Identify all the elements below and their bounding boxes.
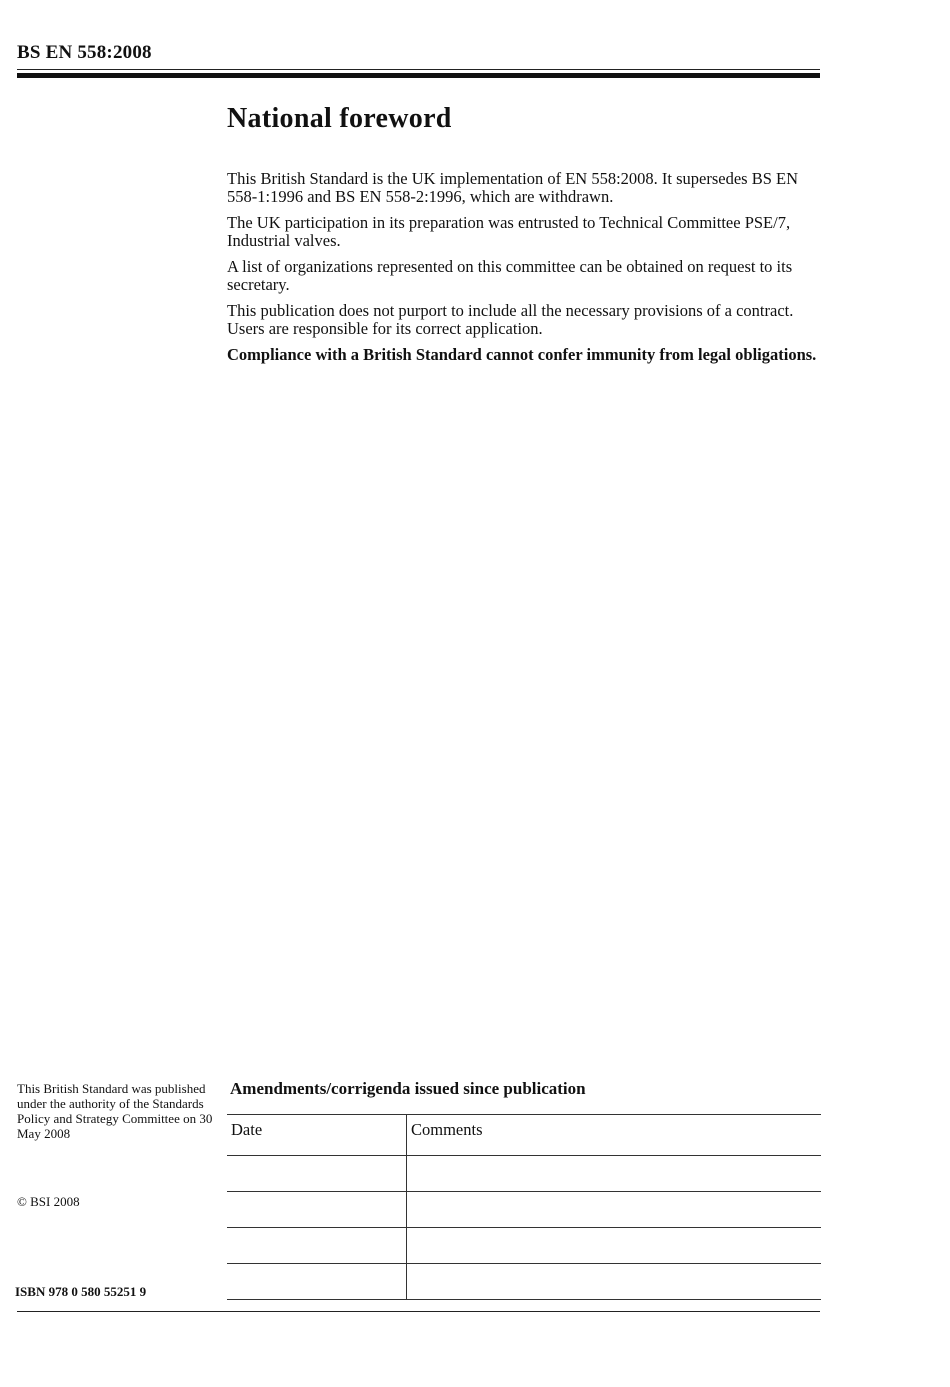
comments-cell bbox=[407, 1156, 822, 1192]
table-header-row bbox=[227, 1115, 821, 1156]
paragraph-compliance: Compliance with a British Standard cannot confer immunity from legal obligations. bbox=[227, 345, 817, 364]
copyright-notice: © BSI 2008 bbox=[17, 1194, 80, 1209]
footer-rule bbox=[17, 1311, 820, 1312]
column-header-date: Date bbox=[227, 1115, 407, 1156]
paragraph-committee: The UK participation in its preparation was entrusted to Technical Committee PSE/7, Industrial valves. bbox=[227, 213, 791, 250]
date-cell bbox=[227, 1264, 407, 1300]
table-row bbox=[227, 1156, 821, 1192]
amendments-heading: Amendments/corrigenda issued since publication bbox=[230, 1079, 586, 1098]
date-cell bbox=[227, 1192, 407, 1228]
header-rule-thin bbox=[17, 69, 820, 70]
column-header-comments: Comments bbox=[407, 1115, 822, 1156]
date-cell bbox=[227, 1156, 407, 1192]
date-cell bbox=[227, 1228, 407, 1264]
table-row bbox=[227, 1264, 821, 1300]
header-rule-thick bbox=[17, 73, 820, 78]
table-row bbox=[227, 1228, 821, 1264]
paragraph-provisions: This publication does not purport to include all the necessary provisions of a contract. Users are responsible for its correct application. bbox=[227, 301, 794, 338]
isbn-number: ISBN 978 0 580 55251 9 bbox=[15, 1284, 147, 1299]
comments-cell bbox=[407, 1228, 822, 1264]
paragraph-implementation: This British Standard is the UK implementation of EN 558:2008. It supersedes BS EN 558-1:1996 and BS EN 558-2:1996, which are withdrawn. bbox=[227, 169, 799, 206]
amendments-table bbox=[227, 1114, 821, 1300]
comments-cell bbox=[407, 1264, 822, 1300]
comments-cell bbox=[407, 1192, 822, 1228]
table-row bbox=[227, 1192, 821, 1228]
document-code: BS EN 558:2008 bbox=[17, 42, 152, 63]
publication-note: This British Standard was published under the authority of the Standards Policy and Strategy Committee on 30 May 2008 bbox=[17, 1081, 213, 1141]
page-title: National foreword bbox=[227, 103, 452, 134]
foreword-body bbox=[227, 170, 823, 372]
paragraph-organizations: A list of organizations represented on this committee can be obtained on request to its secretary. bbox=[227, 257, 793, 294]
